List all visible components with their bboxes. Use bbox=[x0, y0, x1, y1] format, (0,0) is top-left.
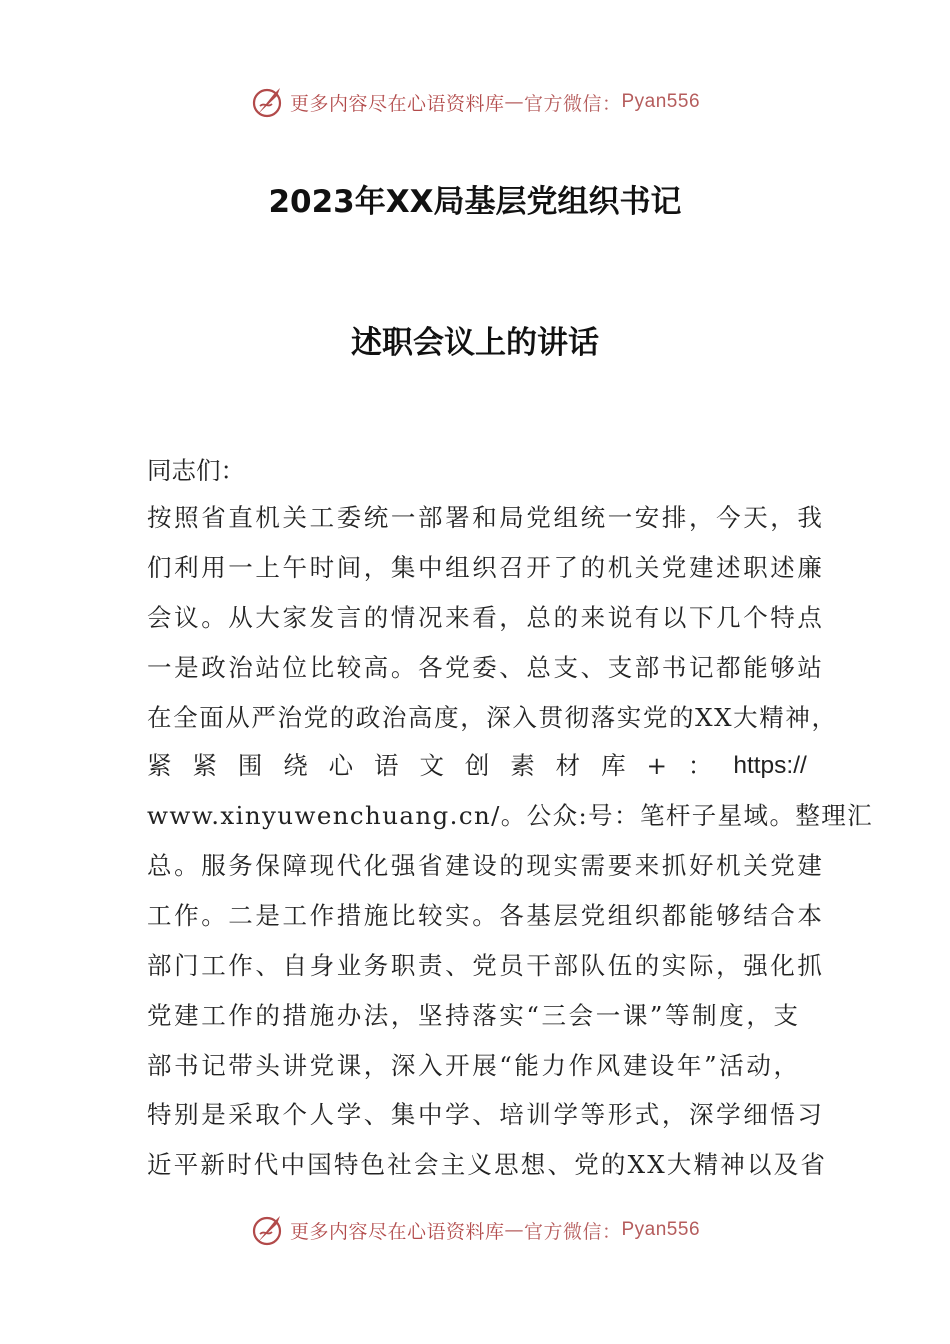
body-line: 会议。从大家发言的情况来看，总的来说有以下几个特点 bbox=[147, 603, 825, 632]
body-line: 工作。二是工作措施比较实。各基层党组织都能够结合本 bbox=[147, 901, 825, 930]
spread-char: 围 bbox=[237, 751, 263, 780]
quill-logo-icon bbox=[250, 84, 286, 120]
spread-char: 心 bbox=[328, 751, 354, 780]
body-line: 在全面从严治党的政治高度，深入贯彻落实党的XX大精神， bbox=[147, 703, 838, 732]
body-line: 部门工作、自身业务职责、党员干部队伍的实际，强化抓 bbox=[147, 951, 825, 980]
spread-char: 素 bbox=[510, 751, 535, 780]
watermark-brand: 更多内容尽在心语资料库 bbox=[289, 92, 505, 115]
spread-char: 创 bbox=[464, 751, 490, 780]
spread-char: + bbox=[646, 751, 667, 780]
salutation: 同志们： bbox=[147, 456, 245, 485]
body-line: 一是政治站位比较高。各党委、总支、支部书记都能够站 bbox=[147, 653, 825, 682]
watermark-banner-bottom bbox=[0, 1208, 950, 1252]
quill-logo-icon bbox=[250, 1212, 286, 1248]
spread-char: 材 bbox=[555, 751, 581, 780]
spread-url-start[interactable]: https:// bbox=[733, 752, 807, 779]
watermark-official: 官方微信： bbox=[523, 92, 622, 115]
document-title-line-1: 2023年XX局基层党组织书记 bbox=[268, 184, 682, 220]
body-line: 近平新时代中国特色社会主义思想、党的XX大精神以及省 bbox=[147, 1150, 828, 1179]
watermark-banner-top bbox=[0, 80, 950, 124]
watermark-separator: — bbox=[504, 91, 524, 113]
spread-char: 紧 bbox=[147, 751, 172, 780]
watermark-brand: 更多内容尽在心语资料库 bbox=[289, 1220, 505, 1243]
body-line: 们利用一上午时间，集中组织召开了的机关党建述职述廉 bbox=[147, 553, 825, 582]
spread-char: 紧 bbox=[192, 751, 217, 780]
watermark-separator: — bbox=[504, 1219, 524, 1241]
spread-char: 语 bbox=[374, 751, 399, 780]
body-line: 党建工作的措施办法，坚持落实“三会一课”等制度，支 bbox=[147, 1001, 801, 1030]
body-line-url: www.xinyuwenchuang.cn/。公众:号：笔杆子星域。整理汇 bbox=[147, 801, 874, 830]
body-line: 按照省直机关工委统一部署和局党组统一安排，今天，我 bbox=[147, 503, 825, 532]
body-line-spread bbox=[147, 746, 807, 786]
document-title-line-2: 述职会议上的讲话 bbox=[351, 325, 599, 361]
body-line: 总。服务保障现代化强省建设的现实需要来抓好机关党建 bbox=[147, 851, 825, 880]
spread-char: 库 bbox=[601, 751, 626, 780]
spread-char: 绕 bbox=[283, 751, 308, 780]
watermark-wechat-id: Pyan556 bbox=[621, 1219, 701, 1240]
spread-char: ： bbox=[687, 751, 713, 780]
watermark-official: 官方微信： bbox=[523, 1220, 622, 1243]
body-line: 部书记带头讲党课，深入开展“能力作风建设年”活动， bbox=[147, 1051, 801, 1080]
body-line: 特别是采取个人学、集中学、培训学等形式，深学细悟习 bbox=[147, 1100, 825, 1129]
spread-char: 文 bbox=[419, 751, 444, 780]
watermark-wechat-id: Pyan556 bbox=[621, 91, 701, 112]
